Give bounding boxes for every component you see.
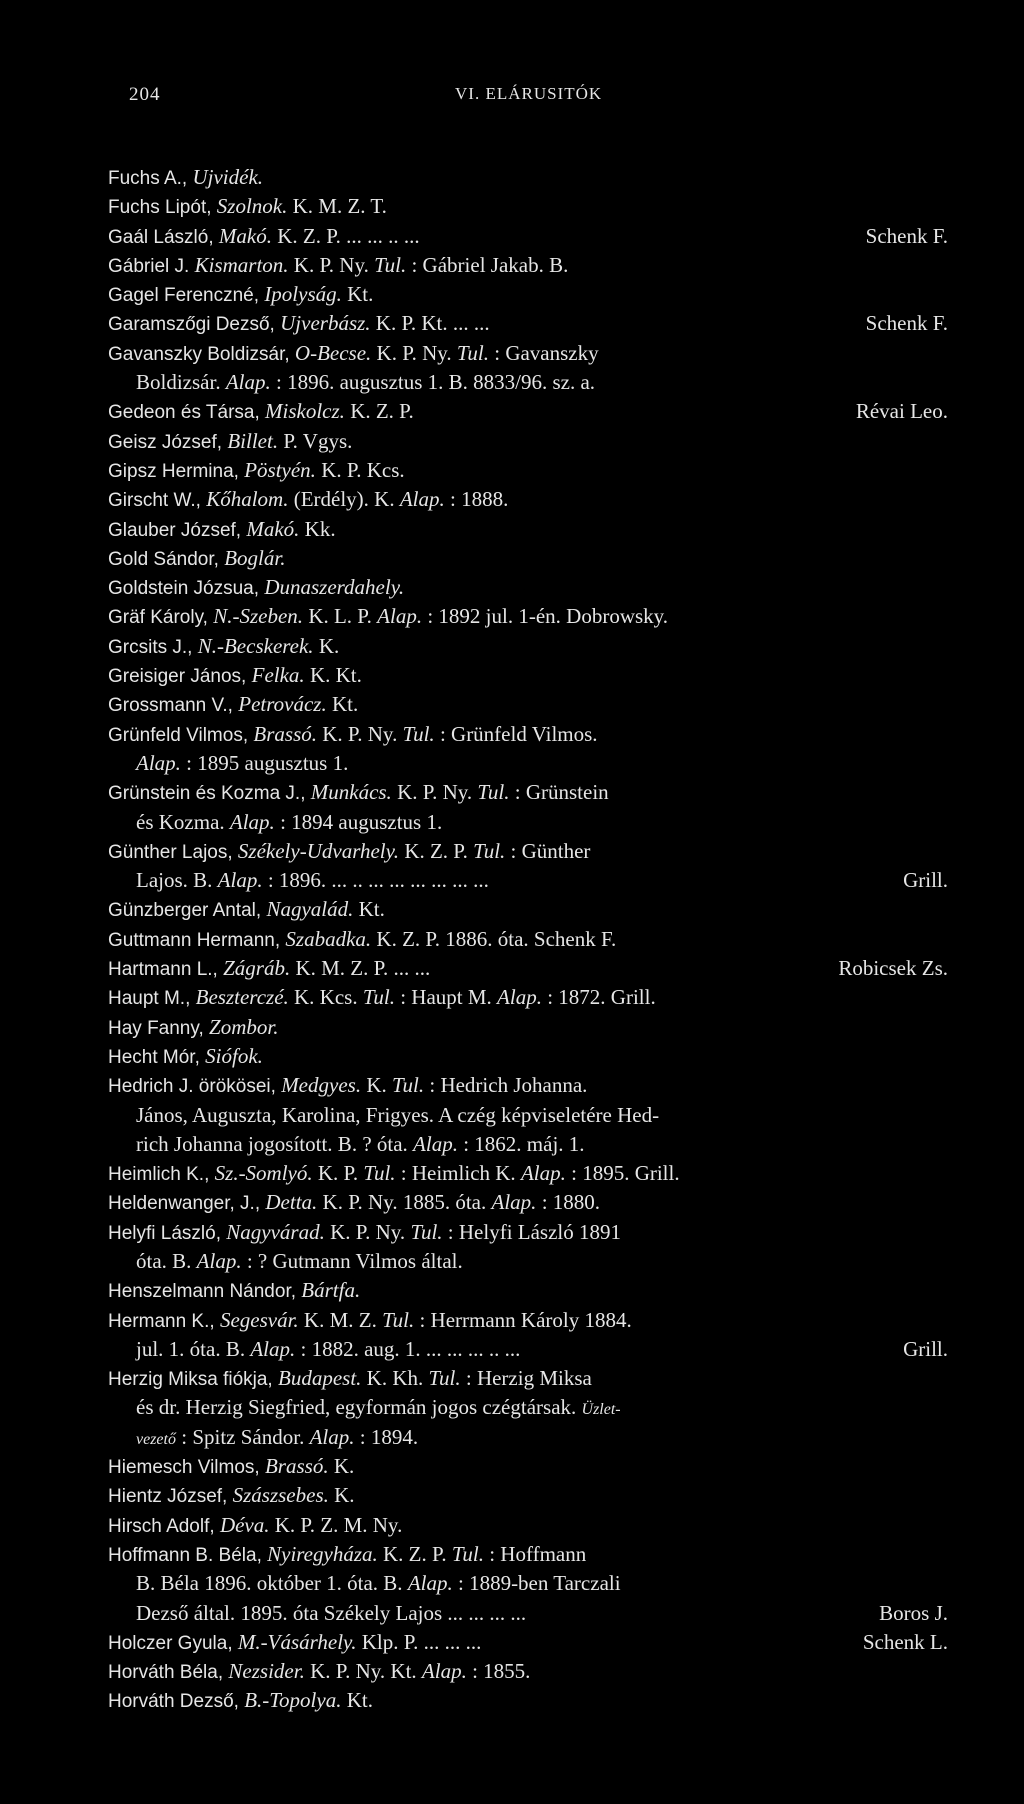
entry-text: : Hoffmann: [483, 1541, 587, 1566]
entry-name: Horváth Dezső,: [108, 1691, 245, 1713]
entry-right-name: Schenk F.: [865, 223, 948, 248]
entry-italic-text: Tul.: [362, 985, 395, 1010]
entry-line: [108, 251, 948, 280]
entry-line: [108, 192, 948, 221]
entry-line: [108, 1628, 948, 1657]
entry-text: Kt.: [341, 282, 374, 307]
entry-name: Gedeon és Társa,: [108, 402, 266, 424]
entry-italic-text: Tul.: [428, 1366, 461, 1391]
entry-italic-text: Nyiregyháza.: [267, 1541, 378, 1566]
entry-italic-text: Alap.: [196, 1248, 242, 1273]
entry-line: [108, 778, 948, 807]
entry-continuation-line: [108, 1393, 948, 1422]
entry-italic-text: Szolnok.: [216, 194, 288, 219]
entry-italic-text: Tul.: [451, 1541, 484, 1566]
entry-italic-text: Kismarton.: [194, 252, 289, 277]
entry-line: [108, 309, 948, 338]
entry-continuation-line: [108, 1247, 948, 1276]
entry-text: : 1882. aug. 1. ... ... ... .. ...: [295, 1336, 521, 1361]
entry-name: Herzig Miksa fiókja,: [108, 1369, 278, 1391]
entry-line: [108, 1364, 948, 1393]
entry-line: [108, 1013, 948, 1042]
entry-italic-text: Tul.: [410, 1219, 443, 1244]
entry-text: K.: [313, 633, 340, 658]
entry-line: [108, 397, 948, 426]
entry-italic-text: Nagyvárad.: [226, 1219, 325, 1244]
entry-name: Gagel Ferenczné,: [108, 285, 265, 307]
entry-text: : ? Gutmann Vilmos által.: [241, 1248, 463, 1273]
entry-text: : Gavanszky: [488, 340, 599, 365]
entry-continuation-line: [108, 749, 948, 778]
entry-text: K. P. Ny.: [391, 780, 478, 805]
entry-italic-text: Petrovácz.: [238, 692, 327, 717]
entry-text: : 1896. ... .. ... ... ... ... ... ...: [262, 868, 489, 893]
entry-text: rich Johanna jogosított. B. ? óta.: [136, 1131, 414, 1156]
entry-text: : Spitz Sándor.: [175, 1424, 310, 1449]
entry-italic-text: Boglár.: [224, 545, 286, 570]
entry-line: [108, 837, 948, 866]
entry-name: Günther Lajos,: [108, 841, 238, 863]
entry-italic-text: Tul.: [456, 340, 489, 365]
entry-italic-text: Alap.: [399, 487, 445, 512]
entry-line: [108, 427, 948, 456]
entry-line: [108, 1188, 948, 1217]
entry-text: K. Kcs.: [288, 985, 363, 1010]
entry-italic-text: Ipolyság.: [264, 282, 342, 307]
entry-text: és Kozma.: [136, 809, 230, 834]
entry-name: Hermann K.,: [108, 1310, 220, 1332]
entry-italic-text: Tul.: [363, 1161, 396, 1186]
entry-text: K. P. Ny.: [371, 340, 457, 365]
entry-line: [108, 163, 948, 192]
entry-italic-text: Alap.: [377, 604, 423, 629]
entry-name: Hecht Mór,: [108, 1046, 206, 1068]
entry-name: Gräf Károly,: [108, 607, 214, 629]
entry-italic-text: Tul.: [473, 838, 506, 863]
entry-text: K.: [361, 1073, 392, 1098]
entry-text: K. P. Kcs.: [315, 457, 405, 482]
entry-name: Horváth Béla,: [108, 1662, 229, 1684]
entry-text: : 1895 augusztus 1.: [180, 750, 349, 775]
entry-name: Glauber József,: [108, 519, 247, 541]
entry-text: K.: [328, 1454, 355, 1479]
entry-italic-text: N.-Szeben.: [213, 604, 304, 629]
entry-italic-text: Szászsebes.: [232, 1483, 329, 1508]
entry-name: Gipsz Hermina,: [108, 460, 245, 482]
entry-text: (Erdély). K.: [288, 487, 400, 512]
entry-name: Guttmann Hermann,: [108, 929, 286, 951]
entry-italic-text: Székely-Udvarhely.: [237, 838, 400, 863]
entry-italic-text: Nezsider.: [228, 1659, 305, 1684]
entry-italic-text: Tul.: [392, 1073, 425, 1098]
entry-text: K. M. Z.: [298, 1307, 383, 1332]
entry-text: : 1894 augusztus 1.: [274, 809, 443, 834]
entry-continuation-line: [108, 1423, 948, 1452]
entry-italic-text: Tul.: [477, 780, 510, 805]
entry-italic-text: Alap.: [421, 1659, 467, 1684]
entry-text: : 1894.: [354, 1424, 419, 1449]
entry-text: Dezső által. 1895. óta Székely Lajos ... ... ... ...: [136, 1600, 527, 1625]
entry-name: Gold Sándor,: [108, 548, 225, 570]
entry-name: Helyfi László,: [108, 1222, 227, 1244]
entry-italic-text: Déva.: [219, 1512, 270, 1537]
entry-italic-text: Makó.: [246, 516, 300, 541]
entry-italic-text: Alap.: [225, 370, 271, 395]
entry-text: K.: [328, 1483, 355, 1508]
entry-text: : Haupt M.: [394, 985, 498, 1010]
entry-italic-text: Brassó.: [253, 721, 317, 746]
entry-italic-text: O-Becse.: [294, 340, 372, 365]
entry-right-name: Schenk L.: [862, 1629, 948, 1654]
entry-text: vezető: [136, 1430, 176, 1448]
entry-line: [108, 1481, 948, 1510]
entry-italic-text: Bártfa.: [301, 1278, 361, 1303]
entry-italic-text: Beszterczé.: [195, 985, 289, 1010]
entry-italic-text: Ujverbász.: [280, 311, 371, 336]
entry-text: : 1892 jul. 1-én. Dobrowsky.: [422, 604, 669, 629]
entry-italic-text: Alap.: [250, 1336, 296, 1361]
entry-text: : Herzig Miksa: [460, 1366, 592, 1391]
entry-text: : 1862. máj. 1.: [457, 1131, 585, 1156]
entry-line: [108, 1159, 948, 1188]
entry-continuation-line: [108, 808, 948, 837]
entry-text: : Heimlich K.: [395, 1161, 521, 1186]
entry-line: [108, 1218, 948, 1247]
entry-text: Boldizsár.: [136, 370, 226, 395]
entry-text: K. P.: [312, 1161, 364, 1186]
entry-line: [108, 1306, 948, 1335]
entry-italic-text: Munkács.: [310, 780, 392, 805]
entry-right-name: Révai Leo.: [855, 399, 948, 424]
entry-line: [108, 1540, 948, 1569]
entry-name: Haupt M.,: [108, 988, 196, 1010]
entry-right-name: Boros J.: [879, 1600, 948, 1625]
entry-italic-text: Szabadka.: [285, 926, 372, 951]
entry-line: [108, 280, 948, 309]
entry-right-name: Grill.: [903, 868, 948, 893]
entry-text: K. Z. P.: [399, 838, 474, 863]
entry-name: Hoffmann B. Béla,: [108, 1544, 268, 1566]
entry-name: Hedrich J. örökösei,: [108, 1076, 282, 1098]
entry-text: Kk.: [299, 516, 336, 541]
entry-continuation-line: [108, 1569, 948, 1598]
entry-text: K. Z. P.: [377, 1541, 452, 1566]
entry-name: Hay Fanny,: [108, 1017, 210, 1039]
entry-name: Heimlich K.,: [108, 1164, 215, 1186]
entry-italic-text: Ujvidék.: [192, 165, 264, 189]
entry-text: K. M. Z. P. ... ...: [290, 956, 431, 981]
entry-line: [108, 602, 948, 631]
entry-italic-text: Segesvár.: [219, 1307, 299, 1332]
entry-text: K. P. Z. M. Ny.: [269, 1512, 403, 1537]
entry-text: : 1855.: [466, 1659, 531, 1684]
entry-text: óta. B.: [136, 1248, 197, 1273]
entry-italic-text: Alap.: [136, 750, 181, 775]
entry-italic-text: Pöstyén.: [244, 457, 316, 482]
entry-text: K. P. Ny.: [288, 252, 375, 277]
entry-name: Grcsits J.,: [108, 636, 198, 658]
entry-list: [108, 163, 948, 1716]
page-number: 204: [129, 84, 161, 105]
entry-line: [108, 544, 948, 573]
entry-name: Greisiger János,: [108, 666, 252, 688]
entry-right-name: Robicsek Zs.: [838, 956, 948, 981]
entry-text: B. Béla 1896. október 1. óta. B.: [136, 1571, 408, 1596]
entry-italic-text: Dunaszerdahely.: [264, 575, 405, 600]
entry-name: Grossmann V.,: [108, 695, 239, 717]
entry-italic-text: Tul.: [402, 721, 435, 746]
entry-name: Gavanszky Boldizsár,: [108, 343, 295, 365]
entry-text: Üzlet-: [581, 1401, 621, 1419]
entry-continuation-line: [108, 1599, 948, 1628]
entry-name: Grünfeld Vilmos,: [108, 724, 254, 746]
entry-text: : Günther: [505, 838, 591, 863]
entry-line: [108, 720, 948, 749]
entry-italic-text: Alap.: [497, 985, 542, 1010]
entry-line: [108, 1452, 948, 1481]
entry-line: [108, 983, 948, 1012]
entry-name: Hientz József,: [108, 1486, 233, 1508]
entry-italic-text: Nagyalád.: [266, 897, 354, 922]
entry-line: [108, 1511, 948, 1540]
entry-italic-text: Detta.: [265, 1190, 318, 1215]
entry-name: Günzberger Antal,: [108, 900, 267, 922]
page-header: [0, 80, 1024, 112]
entry-line: [108, 222, 948, 251]
entry-line: [108, 456, 948, 485]
entry-italic-text: Alap.: [520, 1161, 566, 1186]
entry-name: Grünstein és Kozma J.,: [108, 783, 311, 805]
entry-italic-text: Zágráb.: [223, 956, 291, 981]
entry-italic-text: Tul.: [382, 1307, 415, 1332]
entry-continuation-line: [108, 1101, 948, 1130]
entry-text: Klp. P. ... ... ...: [356, 1629, 482, 1654]
entry-continuation-line: [108, 1130, 948, 1159]
entry-text: K. Z. P. ... ... .. ...: [271, 223, 420, 248]
entry-text: K. Z. P.: [344, 399, 414, 424]
entry-text: Kt.: [341, 1688, 373, 1713]
entry-text: : Grünfeld Vilmos.: [434, 721, 598, 746]
entry-text: : 1896. augusztus 1. B. 8833/96. sz. a.: [270, 370, 596, 395]
entry-name: Heldenwanger, J.,: [108, 1193, 266, 1215]
entry-italic-text: Makó.: [218, 223, 272, 248]
entry-text: K. Z. P. 1886. óta. Schenk F.: [371, 926, 617, 951]
entry-text: : 1895. Grill.: [565, 1161, 680, 1186]
entry-italic-text: N.-Becskerek.: [197, 633, 314, 658]
entry-text: : Gábriel Jakab. B.: [406, 252, 569, 277]
entry-italic-text: Medgyes.: [281, 1073, 362, 1098]
entry-italic-text: B.-Topolya.: [244, 1688, 342, 1713]
entry-italic-text: Tul.: [374, 252, 407, 277]
entry-text: Kt.: [326, 692, 359, 717]
entry-text: Lajos. B.: [136, 868, 218, 893]
entry-text: : 1880.: [536, 1190, 601, 1215]
entry-text: K. Kt.: [304, 663, 362, 688]
entry-line: [108, 661, 948, 690]
entry-text: : 1872. Grill.: [541, 985, 656, 1010]
entry-text: K. P. Ny. 1885. óta.: [317, 1190, 492, 1215]
entry-text: : Herrmann Károly 1884.: [414, 1307, 632, 1332]
entry-text: : 1888.: [444, 487, 509, 512]
entry-continuation-line: [108, 866, 948, 895]
entry-text: jul. 1. óta. B.: [136, 1336, 251, 1361]
entry-italic-text: Zombor.: [209, 1014, 279, 1039]
entry-name: Holczer Gyula,: [108, 1632, 238, 1654]
entry-text: P. Vgys.: [278, 428, 353, 453]
entry-text: Kt.: [353, 897, 385, 922]
entry-text: János, Auguszta, Karolina, Frigyes. A czég képviseletére Hed-: [136, 1102, 660, 1127]
entry-italic-text: Budapest.: [278, 1366, 362, 1391]
entry-text: K. Kh.: [361, 1366, 429, 1391]
entry-name: Hiemesch Vilmos,: [108, 1457, 265, 1479]
entry-right-name: Schenk F.: [865, 311, 948, 336]
entry-line: [108, 1686, 948, 1715]
entry-text: K. P. Kt. ... ...: [370, 311, 490, 336]
entry-italic-text: Sz.-Somlyó.: [214, 1161, 313, 1186]
entry-name: Gaál László,: [108, 226, 219, 248]
entry-continuation-line: [108, 1335, 948, 1364]
entry-italic-text: Siófok.: [205, 1043, 263, 1068]
entry-name: Goldstein Józsua,: [108, 578, 265, 600]
entry-line: [108, 1657, 948, 1686]
entry-name: Henszelmann Nándor,: [108, 1281, 302, 1303]
entry-italic-text: M.-Vásárhely.: [237, 1629, 357, 1654]
entry-text: és dr. Herzig Siegfried, egyformán jogos czégtársak.: [136, 1395, 582, 1420]
entry-line: [108, 485, 948, 514]
entry-text: K. M. Z. T.: [287, 194, 387, 219]
entry-line: [108, 925, 948, 954]
running-title: VI. ELÁRUSITÓK: [455, 84, 603, 103]
entry-line: [108, 515, 948, 544]
entry-italic-text: Billet.: [227, 428, 279, 453]
entry-line: [108, 954, 948, 983]
entry-line: [108, 1071, 948, 1100]
entry-continuation-line: [108, 368, 948, 397]
entry-italic-text: Alap.: [229, 809, 275, 834]
entry-text: : 1889-ben Tarczali: [452, 1571, 621, 1596]
entry-text: : Helyfi László 1891: [442, 1219, 622, 1244]
entry-name: Fuchs Lipót,: [108, 197, 217, 219]
entry-right-name: Grill.: [903, 1336, 948, 1361]
entry-name: Fuchs A.,: [108, 168, 193, 189]
entry-line: [108, 895, 948, 924]
entry-italic-text: Alap.: [217, 868, 263, 893]
entry-name: Geisz József,: [108, 431, 228, 453]
entry-italic-text: Brassó.: [264, 1454, 329, 1479]
entry-line: [108, 573, 948, 602]
entry-line: [108, 1276, 948, 1305]
entry-italic-text: Alap.: [407, 1571, 453, 1596]
entry-italic-text: Alap.: [413, 1131, 458, 1156]
entry-text: K. P. Ny. Kt.: [304, 1659, 422, 1684]
entry-line: [108, 339, 948, 368]
entry-text: : Hedrich Johanna.: [424, 1073, 588, 1098]
entry-line: [108, 1042, 948, 1071]
entry-italic-text: Miskolcz.: [265, 399, 345, 424]
entry-name: Garamszőgi Dezső,: [108, 314, 281, 336]
entry-name: Girscht W.,: [108, 490, 207, 512]
entry-text: K. P. Ny.: [317, 721, 403, 746]
entry-italic-text: Felka.: [251, 663, 305, 688]
entry-italic-text: Kőhalom.: [206, 487, 289, 512]
entry-name: Gábriel J.: [108, 255, 195, 277]
entry-text: K. P. Ny.: [324, 1219, 411, 1244]
entry-italic-text: Alap.: [491, 1190, 537, 1215]
entry-line: [108, 690, 948, 719]
entry-line: [108, 632, 948, 661]
entry-text: : Grünstein: [509, 780, 609, 805]
entry-name: Hirsch Adolf,: [108, 1515, 220, 1537]
entry-name: Hartmann L.,: [108, 959, 224, 981]
entry-text: K. L. P.: [303, 604, 378, 629]
entry-italic-text: Alap.: [309, 1424, 355, 1449]
